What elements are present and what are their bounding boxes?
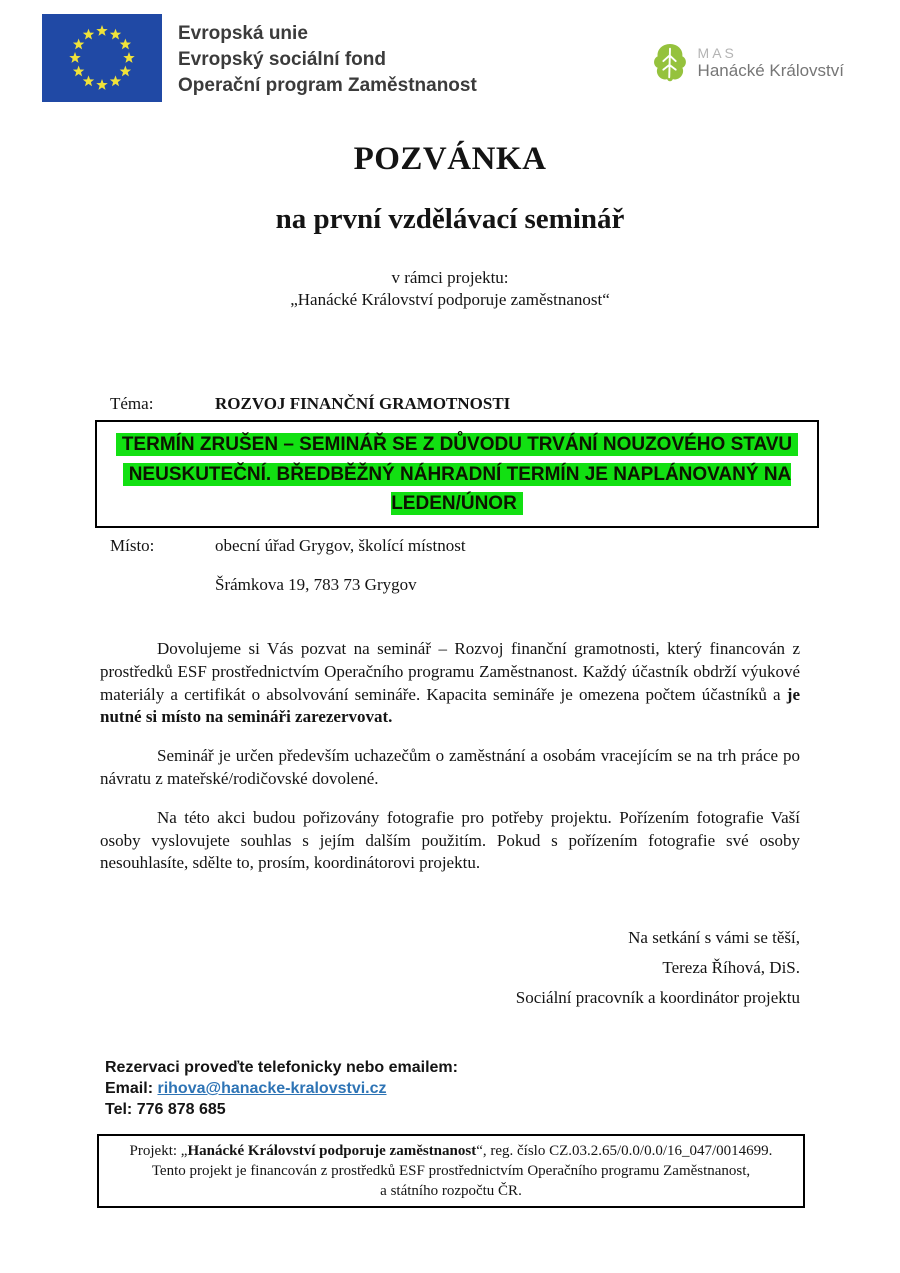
project-intro [0,267,900,311]
contact-heading: Rezervaci proveďte telefonicky nebo emailem: [105,1059,458,1077]
paragraph-photos: Na této akci budou pořizovány fotografie pro potřeby projektu. Pořízením fotografie Vaší osoby vyslovujete souhlas s jejím dalším použitím. Pokud s pořízením fotografie své osoby nesouhlasíte, sdělte to, prosím, koordinátorovi projektu. [100,807,800,873]
place-row [110,535,900,557]
paragraph-invitation-text: Dovolujeme si Vás pozvat na seminář – Rozvoj finanční gramotnosti, který financován z prostředků ESF prostřednictvím Operačního programu Zaměstnanost. Každý účastník obdrží výukové materiály a certifikát o absolvování semináře. Kapacita semináře je omezena počtem účastníků a [100,639,800,704]
signature-role: Sociální pracovník a koordinátor projektu [515,988,800,1008]
notice-line-1-text: TERMÍN ZRUŠEN – SEMINÁŘ SE Z DŮVODU TRVÁNÍ NOUZOVÉHO STAVU [116,433,798,456]
cancellation-notice-box [95,420,819,528]
mas-logo-name: MAS [697,45,737,61]
topic-label: Téma: [110,394,154,413]
place-address: Šrámkova 19, 783 73 Grygov [215,575,417,594]
signature-block [0,923,800,1013]
paragraph-invitation [100,638,800,729]
contact-phone: Tel: 776 878 685 [105,1101,226,1119]
place-label: Místo: [110,536,155,555]
topic-row [110,393,900,415]
page-title: POZVÁNKA [353,141,547,177]
eu-logo-text [178,14,477,102]
paragraph-invitation-bold: je nutné si místo na semináři zarezervovat. [100,684,800,727]
mas-logo [651,42,844,84]
place-value: obecní úřad Grygov, školící místnost [215,536,466,555]
leaf-icon [651,42,689,84]
notice-line-2-text: NEUSKUTEČNÍ. BŘEDBĚŽNÝ NÁHRADNÍ TERMÍN JE NAPLÁNOVANÝ NA LEDEN/ÚNOR [123,463,792,515]
eu-logo-block [42,14,477,102]
eu-logo-line-2: Evropský sociální fond [178,49,386,70]
contact-email-line [105,1078,900,1099]
signature-name: Tereza Říhová, DiS. [662,958,800,978]
footer-line-2: Tento projekt je financován z prostředků ESF prostřednictvím Operačního programu Zaměstnanost, [151,1163,751,1180]
mas-logo-text [698,46,844,80]
email-link[interactable]: rihova@hanacke-kralovstvi.cz [157,1080,387,1098]
topic-value: ROZVOJ FINANČNÍ GRAMOTNOSTI [215,394,511,413]
eu-logo-line-1: Evropská unie [178,23,308,44]
footer-project-name: Hanácké Království podporuje zaměstnanost [187,1143,477,1160]
header-logos [0,0,900,94]
eu-logo-line-3: Operační program Zaměstnanost [178,75,477,96]
notice-line-1 [99,430,815,459]
project-intro-line-1: v rámci projektu: [391,268,509,287]
footer-project-reg: “, reg. číslo CZ.03.2.65/0.0/0.0/16_047/0014699. [476,1143,773,1160]
notice-line-2 [99,460,815,518]
project-intro-line-2: „Hanácké Království podporuje zaměstnanost“ [290,290,610,309]
eu-flag-icon [42,14,162,102]
paragraph-audience: Seminář je určen především uchazečům o zaměstnání a osobám vracejícím se na trh práce po návratu z mateřské/rodičovské dovolené. [100,746,800,788]
project-footer-box [97,1134,805,1208]
page-subtitle: na první vzdělávací seminář [275,203,625,235]
footer-project-prefix: Projekt: „ [129,1143,188,1160]
signature-closing: Na setkání s vámi se těší, [628,928,800,948]
contact-block [105,1057,900,1120]
footer-line-1 [109,1141,793,1161]
mas-logo-subname: Hanácké Království [697,61,844,80]
footer-line-3: a státního rozpočtu ČR. [380,1183,522,1200]
email-label: Email: [105,1080,158,1098]
